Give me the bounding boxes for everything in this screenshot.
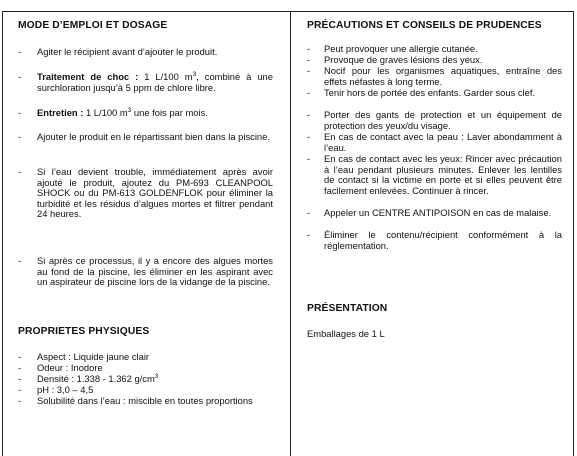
precaution-item: Appeler un CENTRE ANTIPOISON en cas de malaise. — [324, 207, 552, 218]
precaution-item: Tenir hors de portée des enfants. Garder sous clef. — [324, 87, 536, 98]
bullet: - — [18, 107, 22, 118]
precaution-item: Peut provoquer une allergie cutanée. — [324, 43, 478, 54]
precaution-item: Nocif pour les organismes aquatiques, entraîne des effets néfastes à long terme. — [324, 65, 562, 87]
bullet: - — [18, 351, 22, 362]
prop-odeur: Odeur : Inodore — [37, 362, 103, 373]
mode-item: Agiter le récipient avant d’ajouter le produit. — [37, 46, 218, 57]
bullet: - — [18, 131, 22, 142]
precaution-item: Provoque de graves lésions des yeux. — [324, 54, 483, 65]
bullet: - — [18, 373, 22, 384]
presentation-text: Emballages de 1 L — [307, 328, 385, 339]
mode-emploi-heading: MODE D’EMPLOI ET DOSAGE — [18, 20, 168, 31]
bullet: - — [307, 65, 311, 76]
bullet: - — [18, 362, 22, 373]
mode-item-traitement: Traitement de choc : 1 L/100 $m^3$, combiné à une surchloration jusqu’à 5 ppm de chlore libre. — [37, 70, 273, 93]
prop-solubilite: Solubilité dans l’eau : miscible en toutes proportions — [37, 395, 253, 406]
bullet: - — [18, 46, 22, 57]
bullet: - — [307, 153, 311, 164]
entretien-label: Entretien : — [37, 107, 84, 118]
traitement-label: Traitement de choc : — [37, 71, 139, 82]
mode-item: Ajouter le produit en le répartissant bien dans la piscine. — [37, 131, 270, 142]
prop-densite: Densité : 1.338 - 1.362 $g/cm^3$ — [37, 372, 159, 384]
mode-item-trouble: Si l’eau devient trouble, immédiatement après avoir ajouté le produit, ajoutez du PM-693 CLEANPOOL SHOCK ou du PM-613 GOLDENFLOK pour éliminer la turbidité et les résidus d’algues mortes et filtrer pendant 24 heures. — [37, 166, 273, 220]
prop-aspect: Aspect : Liquide jaune clair — [37, 351, 150, 362]
proprietes-heading: PROPRIETES PHYSIQUES — [18, 326, 150, 337]
column-divider — [290, 11, 291, 456]
mode-item-entretien: Entretien : 1 L/100 $m^3$ une fois par mois. — [37, 106, 208, 118]
precautions-heading: PRÉCAUTIONS ET CONSEILS DE PRUDENCES — [307, 20, 542, 31]
bullet: - — [307, 229, 311, 240]
bullet: - — [307, 109, 311, 120]
bullet: - — [18, 166, 22, 177]
precaution-item: En cas de contact avec les yeux: Rincer avec précaution à l’eau pendant plusieurs minutes. Enlever les lentilles de contact si la victime en porte et si elles peuvent être facilement enlevées. Continuer à rincer. — [324, 153, 562, 196]
presentation-heading: PRÉSENTATION — [307, 303, 388, 314]
precaution-item: En cas de contact avec la peau : Laver abondamment à l’eau. — [324, 131, 562, 153]
bullet: - — [307, 54, 311, 65]
prop-ph: pH : 3,0 – 4,5 — [37, 384, 94, 395]
precaution-item: Porter des gants de protection et un équipement de protection des yeux/du visage. — [324, 109, 562, 131]
mode-item-aspiration: Si après ce processus, il y a encore des algues mortes au fond de la piscine, les éliminer en les aspirant avec un aspirateur de piscine lors de la vidange de la piscine. — [37, 255, 273, 288]
bullet: - — [307, 131, 311, 142]
bullet: - — [18, 255, 22, 266]
bullet: - — [18, 71, 22, 82]
precaution-item: Éliminer le contenu/récipient conformément à la réglementation. — [324, 229, 562, 251]
bullet: - — [307, 87, 311, 98]
bullet: - — [18, 384, 22, 395]
bullet: - — [307, 43, 311, 54]
bullet: - — [307, 207, 311, 218]
bullet: - — [18, 395, 22, 406]
